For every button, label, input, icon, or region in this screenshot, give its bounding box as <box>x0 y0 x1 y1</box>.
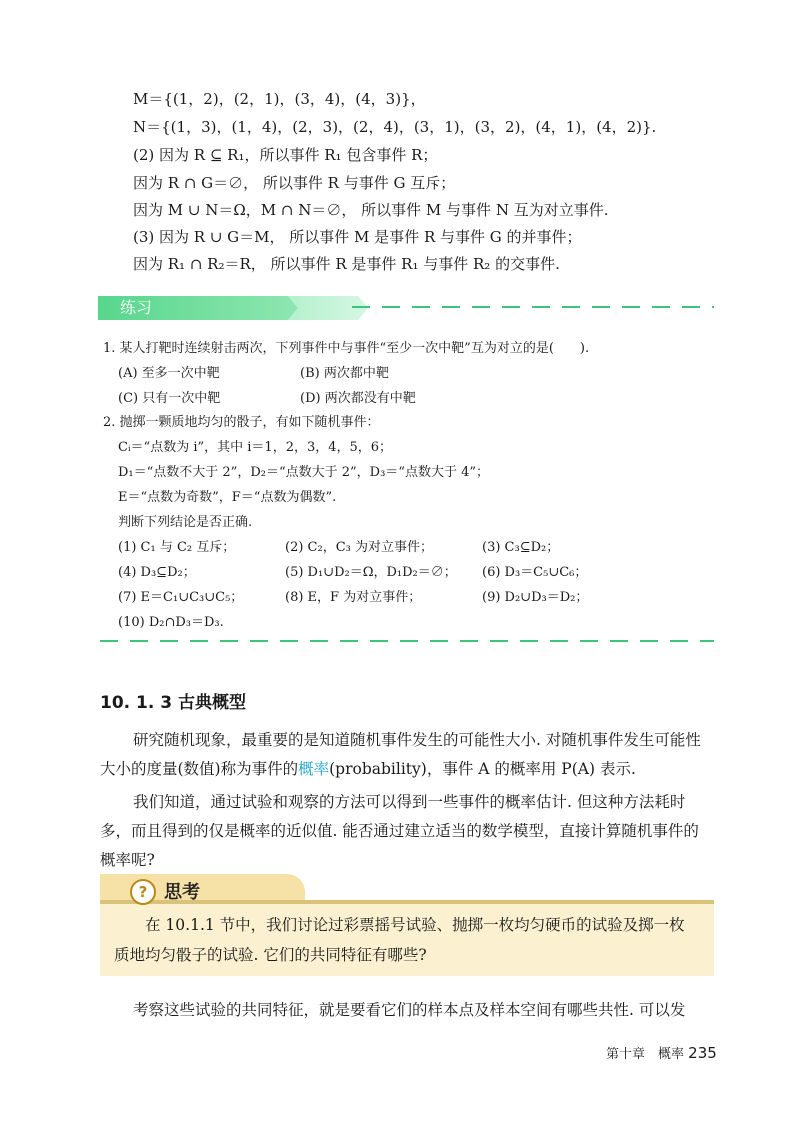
chapter-label: 第十章 概率 <box>606 1047 685 1062</box>
page-footer <box>606 1043 717 1062</box>
question-2: 2. 抛掷一颗质地均匀的骰子，有如下随机事件： <box>103 415 380 430</box>
q2-item: (10) D₂∩D₃＝D₃. <box>118 615 224 630</box>
solution-line-3b: 因为 R₁ ∩ R₂＝R， 所以事件 R 是事件 R₁ 与事件 R₂ 的交事件. <box>133 255 560 273</box>
section-title: 10. 1. 3 古典概型 <box>100 693 246 713</box>
practice-header <box>98 296 348 320</box>
think-line2: 质地均匀骰子的试验. 它们的共同特征有哪些? <box>114 946 427 964</box>
solution-line-n: N＝{(1，3)，(1，4)，(2，3)，(2，4)，(3，1)，(3，2)，(4，1)，(4，2)}. <box>133 118 657 136</box>
solution-line-m: M＝{(1，2)，(2，1)，(3，4)，(4，3)}， <box>133 90 426 108</box>
q2-item: (6) D₃＝C₅∪C₆； <box>482 565 588 580</box>
para2-line3: 概率呢? <box>100 851 155 869</box>
q1-option-b: (B) 两次都中靶 <box>300 366 389 381</box>
practice-bottom-divider <box>100 640 714 642</box>
para2-line1: 我们知道，通过试验和观察的方法可以得到一些事件的概率估计. 但这种方法耗时 <box>133 793 686 811</box>
question-mark-icon: ? <box>130 879 156 905</box>
q2-item: (8) E，F 为对立事件； <box>285 590 422 605</box>
q1-option-d: (D) 两次都没有中靶 <box>300 391 416 406</box>
keyword-probability: 概率 <box>298 760 330 778</box>
q2-item: (3) C₃⊆D₂； <box>482 540 560 555</box>
q2-ef: E＝“点数为奇数”，F＝“点数为偶数”. <box>118 490 337 505</box>
q2-item: (1) C₁ 与 C₂ 互斥； <box>118 540 236 555</box>
think-label: 思考 <box>164 882 200 903</box>
think-line1: 在 10.1.1 节中，我们讨论过彩票摇号试验、抛掷一枚均匀硬币的试验及掷一枚 <box>145 916 685 934</box>
para2-line2: 多，而且得到的仅是概率的近似值. 能否通过建立适当的数学模型，直接计算随机事件的 <box>100 822 699 840</box>
para1-text: (probability)，事件 A 的概率用 P(A) 表示. <box>329 760 636 778</box>
solution-line-2b: 因为 R ∩ G＝∅， 所以事件 R 与事件 G 互斥； <box>133 174 456 192</box>
para1-line1: 研究随机现象，最重要的是知道随机事件发生的可能性大小. 对随机事件发生可能性 <box>133 731 701 749</box>
q2-item: (4) D₃⊆D₂； <box>118 565 196 580</box>
question-1: 1. 某人打靶时连续射击两次，下列事件中与事件“至少一次中靶”互为对立的是( ). <box>103 341 590 356</box>
q2-item: (7) E＝C₁∪C₃∪C₅； <box>118 590 244 605</box>
solution-line-3a: (3) 因为 R ∪ G＝M， 所以事件 M 是事件 R 与事件 G 的并事件； <box>133 228 582 246</box>
practice-top-divider <box>352 306 714 308</box>
practice-label: 练习 <box>120 298 153 317</box>
q2-item: (9) D₂∪D₃＝D₂； <box>482 590 589 605</box>
q1-option-c: (C) 只有一次中靶 <box>118 391 221 406</box>
q2-ci: Cᵢ＝“点数为 i”，其中 i＝1，2，3，4，5，6； <box>118 440 393 455</box>
q2-item: (2) C₂，C₃ 为对立事件； <box>285 540 433 555</box>
solution-line-2c: 因为 M ∪ N＝Ω，M ∩ N＝∅， 所以事件 M 与事件 N 互为对立事件. <box>133 201 609 219</box>
q1-option-a: (A) 至多一次中靶 <box>118 366 220 381</box>
closing-line: 考察这些试验的共同特征，就是要看它们的样本点及样本空间有哪些共性. 可以发 <box>133 1001 686 1019</box>
q2-item: (5) D₁∪D₂＝Ω，D₁D₂＝∅； <box>285 565 457 580</box>
q2-judge: 判断下列结论是否正确. <box>118 515 253 530</box>
solution-line-2a: (2) 因为 R ⊆ R₁，所以事件 R₁ 包含事件 R； <box>133 146 438 164</box>
para1-text: 大小的度量(数值)称为事件的 <box>100 760 299 778</box>
para1-line2 <box>100 757 636 779</box>
page-number: 235 <box>688 1044 717 1062</box>
q2-d: D₁＝“点数不大于 2”，D₂＝“点数大于 2”，D₃＝“点数大于 4”； <box>118 465 489 480</box>
